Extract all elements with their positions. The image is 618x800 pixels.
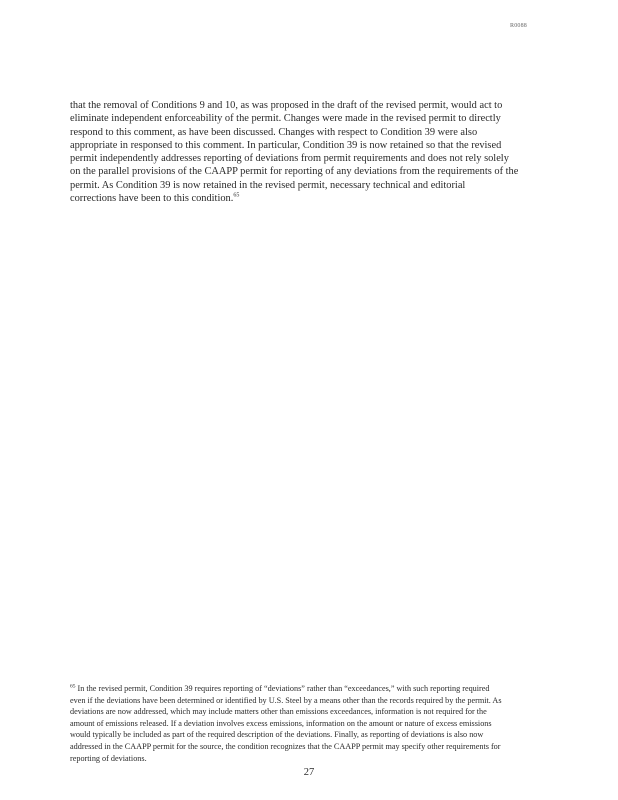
body-last-text: corrections have been to this condition. — [70, 193, 234, 205]
page-number: 27 — [303, 767, 315, 778]
body-line: respond to this comment, as have been discussed. Changes with respect to Condition 39 were also — [70, 126, 478, 138]
body-line: permit independently addresses reporting of deviations from permit requirements and does not rely solely — [70, 153, 509, 165]
footnote-line: reporting of deviations. — [70, 753, 147, 763]
body-line: eliminate independent enforceability of the permit. Changes were made in the revised permit to directly — [70, 113, 501, 125]
body-line: permit. As Condition 39 is now retained in the revised permit, necessary technical and editorial — [70, 179, 466, 191]
footnote-line: addressed in the CAAPP permit for the source, the condition recognizes that the CAAPP permit may specify other requirements for — [70, 741, 501, 751]
footnote-first-text: In the revised permit, Condition 39 requires reporting of “deviations” rather than “exceedances,” with such reporting required — [75, 684, 490, 693]
body-paragraph — [70, 99, 556, 205]
body-line: appropriate in responsed to this comment. In particular, Condition 39 is now retained so that the revised — [70, 139, 502, 151]
body-line: on the parallel provisions of the CAAPP permit for reporting of any deviations from the requirements of the — [70, 166, 519, 178]
footnote-number: 65 — [70, 683, 76, 690]
footnote-line: even if the deviations have been determined or identified by U.S. Steel by a means other than the records required by the permit. As — [70, 695, 502, 705]
footnote — [70, 683, 556, 764]
document-id: R0088 — [510, 23, 528, 29]
body-line: that the removal of Conditions 9 and 10, as was proposed in the draft of the revised permit, would act to — [70, 100, 503, 111]
footnote-reference[interactable]: 65 — [233, 192, 240, 199]
footnote-line — [70, 683, 556, 695]
footnote-line: deviations are now addressed, which may include matters other than emissions exceedances, information is not required for the — [70, 707, 487, 717]
footnote-line: amount of emissions released. If a deviation involves excess emissions, information on the amount or nature of excess emissions — [70, 718, 492, 728]
body-line-last — [70, 192, 556, 205]
footnote-line: would typically be included as part of the required description of the deviations. Finally, as reporting of deviations is also now — [70, 730, 484, 740]
